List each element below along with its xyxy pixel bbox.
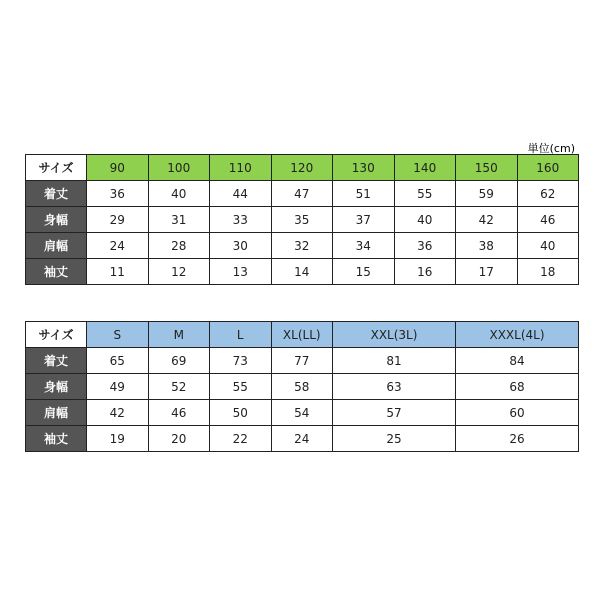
table-cell: 59 bbox=[456, 181, 518, 207]
row-label: 身幅 bbox=[26, 374, 87, 400]
row-label: 肩幅 bbox=[26, 400, 87, 426]
table-cell: 33 bbox=[210, 207, 272, 233]
table-cell: 12 bbox=[148, 259, 210, 285]
row-label: 身幅 bbox=[26, 207, 87, 233]
row-label: 袖丈 bbox=[26, 259, 87, 285]
table-cell: 34 bbox=[333, 233, 395, 259]
kids-header-row bbox=[26, 155, 579, 181]
unit-label: 単位(cm) bbox=[527, 142, 575, 155]
table-row bbox=[26, 181, 579, 207]
row-label: 着丈 bbox=[26, 181, 87, 207]
table-row bbox=[26, 426, 579, 452]
table-cell: 58 bbox=[271, 374, 333, 400]
table-cell: 36 bbox=[394, 233, 456, 259]
table-cell: 40 bbox=[394, 207, 456, 233]
table-cell: 69 bbox=[148, 348, 210, 374]
table-cell: 40 bbox=[517, 233, 579, 259]
table-cell: 32 bbox=[271, 233, 333, 259]
adult-size-header: XXXL(4L) bbox=[456, 322, 579, 348]
table-row bbox=[26, 374, 579, 400]
table-cell: 11 bbox=[87, 259, 149, 285]
table-cell: 57 bbox=[333, 400, 456, 426]
row-label: 袖丈 bbox=[26, 426, 87, 452]
kids-size-header: 120 bbox=[271, 155, 333, 181]
table-cell: 30 bbox=[210, 233, 272, 259]
table-cell: 84 bbox=[456, 348, 579, 374]
adult-header-row bbox=[26, 322, 579, 348]
adult-size-header: M bbox=[148, 322, 210, 348]
table-row bbox=[26, 207, 579, 233]
table-cell: 55 bbox=[394, 181, 456, 207]
table-cell: 22 bbox=[210, 426, 272, 452]
table-cell: 24 bbox=[87, 233, 149, 259]
table-cell: 73 bbox=[210, 348, 272, 374]
table-cell: 17 bbox=[456, 259, 518, 285]
table-cell: 47 bbox=[271, 181, 333, 207]
kids-size-header: 150 bbox=[456, 155, 518, 181]
row-label: 着丈 bbox=[26, 348, 87, 374]
table-cell: 28 bbox=[148, 233, 210, 259]
table-cell: 36 bbox=[87, 181, 149, 207]
table-cell: 29 bbox=[87, 207, 149, 233]
table-cell: 19 bbox=[87, 426, 149, 452]
table-cell: 13 bbox=[210, 259, 272, 285]
table-cell: 46 bbox=[517, 207, 579, 233]
table-cell: 15 bbox=[333, 259, 395, 285]
table-row bbox=[26, 259, 579, 285]
table-cell: 25 bbox=[333, 426, 456, 452]
table-row bbox=[26, 400, 579, 426]
table-cell: 42 bbox=[87, 400, 149, 426]
table-cell: 68 bbox=[456, 374, 579, 400]
table-cell: 44 bbox=[210, 181, 272, 207]
adult-corner-label: サイズ bbox=[26, 322, 87, 348]
table-cell: 37 bbox=[333, 207, 395, 233]
table-cell: 60 bbox=[456, 400, 579, 426]
table-cell: 54 bbox=[271, 400, 333, 426]
table-cell: 16 bbox=[394, 259, 456, 285]
kids-size-header: 130 bbox=[333, 155, 395, 181]
table-cell: 46 bbox=[148, 400, 210, 426]
table-cell: 14 bbox=[271, 259, 333, 285]
table-cell: 40 bbox=[148, 181, 210, 207]
row-label: 肩幅 bbox=[26, 233, 87, 259]
kids-size-header: 160 bbox=[517, 155, 579, 181]
table-cell: 81 bbox=[333, 348, 456, 374]
table-cell: 20 bbox=[148, 426, 210, 452]
table-cell: 49 bbox=[87, 374, 149, 400]
kids-size-table bbox=[25, 154, 579, 285]
table-cell: 38 bbox=[456, 233, 518, 259]
table-cell: 24 bbox=[271, 426, 333, 452]
table-cell: 77 bbox=[271, 348, 333, 374]
table-row bbox=[26, 233, 579, 259]
adult-size-header: XL(LL) bbox=[271, 322, 333, 348]
adult-size-header: S bbox=[87, 322, 149, 348]
kids-size-header: 90 bbox=[87, 155, 149, 181]
kids-size-header: 110 bbox=[210, 155, 272, 181]
table-cell: 18 bbox=[517, 259, 579, 285]
table-cell: 55 bbox=[210, 374, 272, 400]
kids-size-header: 100 bbox=[148, 155, 210, 181]
adult-size-header: L bbox=[210, 322, 272, 348]
table-cell: 65 bbox=[87, 348, 149, 374]
table-cell: 52 bbox=[148, 374, 210, 400]
table-cell: 31 bbox=[148, 207, 210, 233]
table-cell: 35 bbox=[271, 207, 333, 233]
adult-size-header: XXL(3L) bbox=[333, 322, 456, 348]
kids-size-header: 140 bbox=[394, 155, 456, 181]
kids-corner-label: サイズ bbox=[26, 155, 87, 181]
table-row bbox=[26, 348, 579, 374]
table-cell: 63 bbox=[333, 374, 456, 400]
adult-size-table bbox=[25, 321, 579, 452]
table-cell: 50 bbox=[210, 400, 272, 426]
table-cell: 26 bbox=[456, 426, 579, 452]
table-cell: 51 bbox=[333, 181, 395, 207]
table-cell: 42 bbox=[456, 207, 518, 233]
table-cell: 62 bbox=[517, 181, 579, 207]
